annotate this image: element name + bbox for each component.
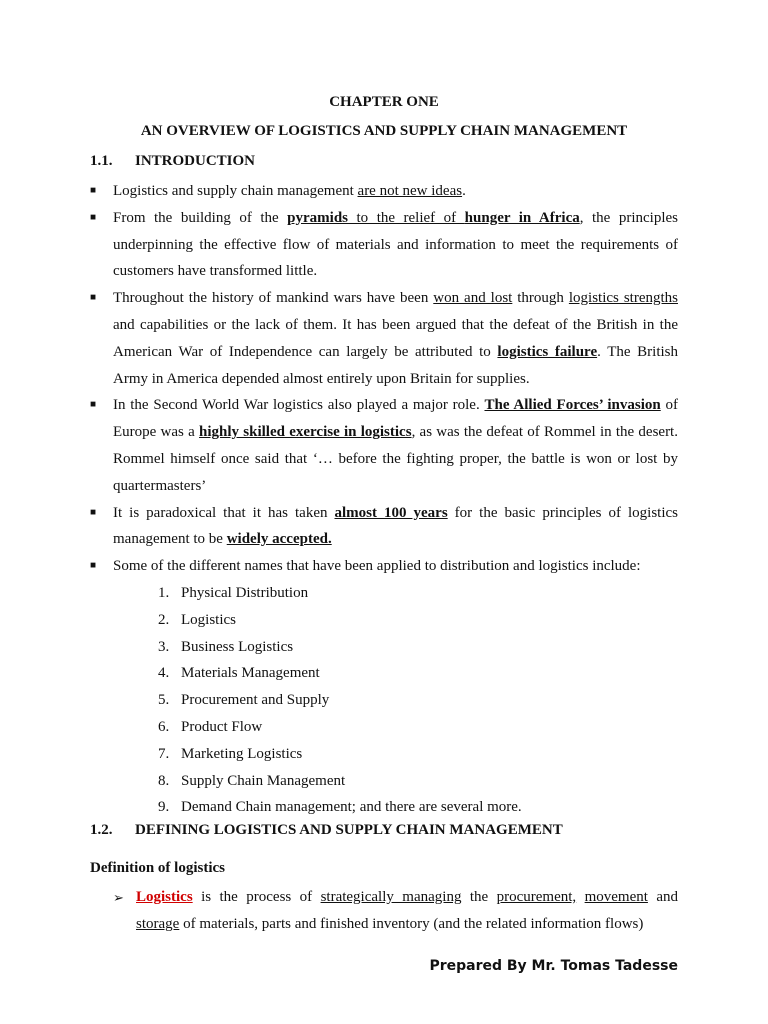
list-item <box>158 741 678 768</box>
list-item <box>158 768 678 795</box>
text: and <box>647 889 679 905</box>
list-number: 6. <box>158 718 170 735</box>
text: of Europe was a <box>113 397 679 441</box>
emphasis-text: widely accepted. <box>226 531 332 548</box>
text: Some of the different names that have been applied to distribution and logistics include: <box>113 558 641 575</box>
bullet-item <box>90 553 678 821</box>
list-number: 7. <box>158 745 170 762</box>
emphasis-text: logistics failure <box>497 343 598 360</box>
list-item-label: Marketing Logistics <box>181 745 303 762</box>
list-number: 1. <box>158 584 170 601</box>
list-item <box>158 687 678 714</box>
text: through <box>512 290 569 307</box>
text: , the principles underpinning the effective flow of materials and information to meet the requirements of customers have transformed little. <box>113 209 678 280</box>
section-number: 1.2. <box>90 822 113 838</box>
underlined-text: won and lost <box>433 290 513 307</box>
text: . <box>462 183 466 199</box>
text: for the basic principles of logistics management to be <box>113 504 678 548</box>
square-bullet-icon: ■ <box>90 399 97 411</box>
section-heading-definitions <box>90 822 563 839</box>
list-item-label: Product Flow <box>181 718 263 735</box>
list-number: 9. <box>158 799 170 816</box>
underlined-text: strategically managing <box>320 889 462 905</box>
emphasis-text: pyramids <box>287 209 349 226</box>
section-number: 1.1. <box>90 153 113 169</box>
list-item <box>158 660 678 687</box>
text: It is paradoxical that it has taken <box>113 504 335 521</box>
definition-list <box>113 884 678 938</box>
bullet-item <box>90 500 678 554</box>
list-item-label: Demand Chain management; and there are several more. <box>181 799 522 816</box>
defined-term: Logistics <box>136 889 193 905</box>
underlined-text: procurement, <box>496 889 577 905</box>
section-heading-introduction <box>90 153 255 170</box>
text: From the building of the <box>113 209 288 226</box>
section-title: INTRODUCTION <box>135 153 256 169</box>
emphasis-text: The Allied Forces’ invasion <box>484 397 661 414</box>
emphasis-text: hunger in Africa <box>464 209 580 226</box>
emphasis-text: almost 100 years <box>334 504 448 521</box>
list-item-label: Physical Distribution <box>181 584 309 601</box>
list-item <box>158 607 678 634</box>
list-item-label: Procurement and Supply <box>181 692 330 709</box>
text: Logistics and supply chain management <box>113 183 358 199</box>
arrow-bullet-icon: ➢ <box>113 890 124 905</box>
list-item-label: Materials Management <box>181 665 320 682</box>
text: and capabilities or the lack of them. It has been argued that the defeat of the British in the American War of Independence can largely be attributed to <box>113 316 678 360</box>
chapter-title: AN OVERVIEW OF LOGISTICS AND SUPPLY CHAIN MANAGEMENT <box>140 123 628 139</box>
list-number: 4. <box>158 665 170 682</box>
emphasis-text: highly skilled exercise in logistics <box>199 424 412 441</box>
list-number: 2. <box>158 611 170 628</box>
text: , as was the defeat of Rommel in the desert. Rommel himself once said that ‘… before the fighting proper, the battle is won or lost by quartermasters’ <box>113 424 678 494</box>
list-item <box>158 794 678 821</box>
list-item <box>158 634 678 661</box>
text: of materials, parts and finished inventory (and the related information flows) <box>179 916 644 932</box>
bullet-item <box>90 285 678 392</box>
square-bullet-icon: ■ <box>90 560 97 572</box>
list-number: 8. <box>158 772 170 789</box>
section-title: DEFINING LOGISTICS AND SUPPLY CHAIN MANAGEMENT <box>135 822 563 838</box>
list-item <box>158 714 678 741</box>
square-bullet-icon: ■ <box>90 185 97 196</box>
text: . The British Army in America depended almost entirely upon Britain for supplies. <box>113 343 679 387</box>
text: In the Second World War logistics also played a major role. <box>113 397 485 414</box>
square-bullet-icon: ■ <box>90 211 97 223</box>
bullet-item <box>90 178 678 205</box>
underlined-text: logistics strengths <box>568 290 678 307</box>
definition-item <box>113 884 678 938</box>
text: Throughout the history of mankind wars have been <box>113 290 434 307</box>
square-bullet-icon: ■ <box>90 506 97 518</box>
list-item-label: Supply Chain Management <box>181 772 346 789</box>
text <box>576 889 584 905</box>
list-item <box>158 580 678 607</box>
text: is the process of <box>192 889 321 905</box>
list-number: 3. <box>158 638 170 655</box>
page-footer: Prepared By Mr. Tomas Tadesse <box>429 958 678 974</box>
definition-heading: Definition of logistics <box>90 860 225 876</box>
underlined-text: to the relief of <box>348 209 465 226</box>
list-number: 5. <box>158 692 170 709</box>
square-bullet-icon: ■ <box>90 292 97 304</box>
chapter-label: CHAPTER ONE <box>329 94 439 110</box>
bullet-item <box>90 392 678 499</box>
introduction-bullet-list <box>90 178 678 821</box>
logistics-names-list <box>113 580 678 821</box>
underlined-text: storage <box>136 916 180 932</box>
list-item-label: Business Logistics <box>181 638 294 655</box>
underlined-text: are not new ideas <box>357 183 463 199</box>
bullet-item <box>90 205 678 285</box>
underlined-text: movement <box>584 889 648 905</box>
text: the <box>461 889 497 905</box>
list-item-label: Logistics <box>181 611 236 628</box>
